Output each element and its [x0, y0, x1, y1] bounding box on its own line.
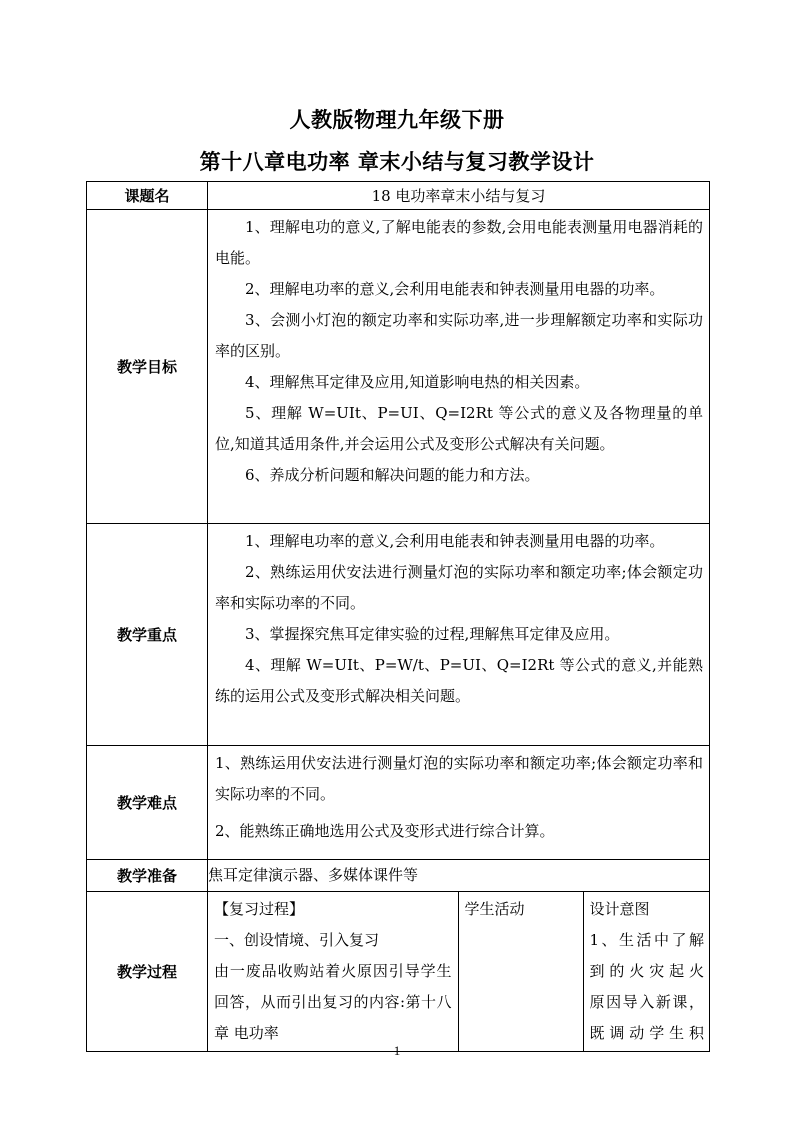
design-intent-line: 既调动学生积 — [589, 1024, 704, 1042]
student-activity-heading: 学生活动 — [464, 900, 525, 918]
process-col-student — [458, 892, 583, 1051]
row-difficulties — [87, 746, 710, 860]
design-intent-line: 原因导入新课， — [589, 993, 704, 1011]
objective-item: 6、养成分析问题和解决问题的能力和方法。 — [245, 466, 540, 484]
key-points-content — [208, 524, 710, 746]
row-key-points — [87, 524, 710, 746]
process-content — [208, 892, 710, 1052]
difficulties-label: 教学难点 — [87, 746, 208, 860]
page-number: 1 — [393, 1043, 401, 1058]
process-label: 教学过程 — [87, 892, 208, 1052]
design-intent-line: 1、生活中了解 — [589, 931, 704, 949]
process-col-design — [583, 892, 710, 1051]
topic-label: 课题名 — [87, 182, 208, 210]
design-intent-heading: 设计意图 — [589, 900, 650, 918]
process-subheading: 一、创设情境、引入复习 — [214, 931, 380, 949]
key-point-item: 1、理解电功率的意义,会利用电能表和钟表测量用电器的功率。 — [245, 532, 665, 550]
difficulty-item: 1、熟练运用伏安法进行测量灯泡的实际功率和额定功率;体会额定功率和实际功率的不同。 — [215, 754, 703, 803]
key-points-label: 教学重点 — [87, 524, 208, 746]
process-body: 由一废品收购站着火原因引导学生回答，从而引出复习的内容:第十八章 电功率 — [214, 962, 452, 1042]
topic-value: 18 电功率章末小结与复习 — [208, 182, 710, 210]
document-title: 人教版物理九年级下册 — [289, 107, 505, 132]
objectives-content — [208, 210, 710, 524]
design-intent-line: 到的火灾起火 — [589, 962, 704, 980]
process-inner-table — [208, 892, 710, 1051]
key-point-item: 3、掌握探究焦耳定律实验的过程,理解焦耳定律及应用。 — [245, 625, 620, 643]
lesson-plan-table — [86, 181, 710, 1052]
difficulty-item: 2、能熟练正确地选用公式及变形式进行综合计算。 — [215, 822, 555, 840]
objective-item: 5、理解 W=UIt、P=UI、Q=I2Rt 等公式的意义及各物理量的单位,知道其适用条件,并会运用公式及变形公式解决有关问题。 — [215, 404, 703, 453]
key-point-item: 2、熟练运用伏安法进行测量灯泡的实际功率和额定功率;体会额定功率和实际功率的不同。 — [215, 563, 703, 612]
objective-item: 2、理解电功率的意义,会利用电能表和钟表测量用电器的功率。 — [245, 280, 665, 298]
objective-item: 4、理解焦耳定律及应用,知道影响电热的相关因素。 — [245, 373, 590, 391]
preparation-label: 教学准备 — [87, 860, 208, 892]
row-topic — [87, 182, 710, 210]
difficulties-content — [208, 746, 710, 860]
preparation-value: 焦耳定律演示器、多媒体课件等 — [208, 860, 710, 892]
process-col-main — [208, 892, 458, 1051]
process-heading: 【复习过程】 — [214, 900, 305, 918]
objective-item: 1、理解电功的意义,了解电能表的参数,会用电能表测量用电器消耗的电能。 — [215, 218, 703, 267]
row-preparation — [87, 860, 710, 892]
key-point-item: 4、理解 W=UIt、P=W/t、P=UI、Q=I2Rt 等公式的意义,并能熟练的运用公式及变形式解决相关问题。 — [215, 656, 703, 705]
row-objectives — [87, 210, 710, 524]
objective-item: 3、会测小灯泡的额定功率和实际功率,进一步理解额定功率和实际功率的区别。 — [215, 311, 703, 360]
document-subtitle: 第十八章电功率 章末小结与复习教学设计 — [199, 149, 595, 174]
objectives-label: 教学目标 — [87, 210, 208, 524]
row-process — [87, 892, 710, 1052]
